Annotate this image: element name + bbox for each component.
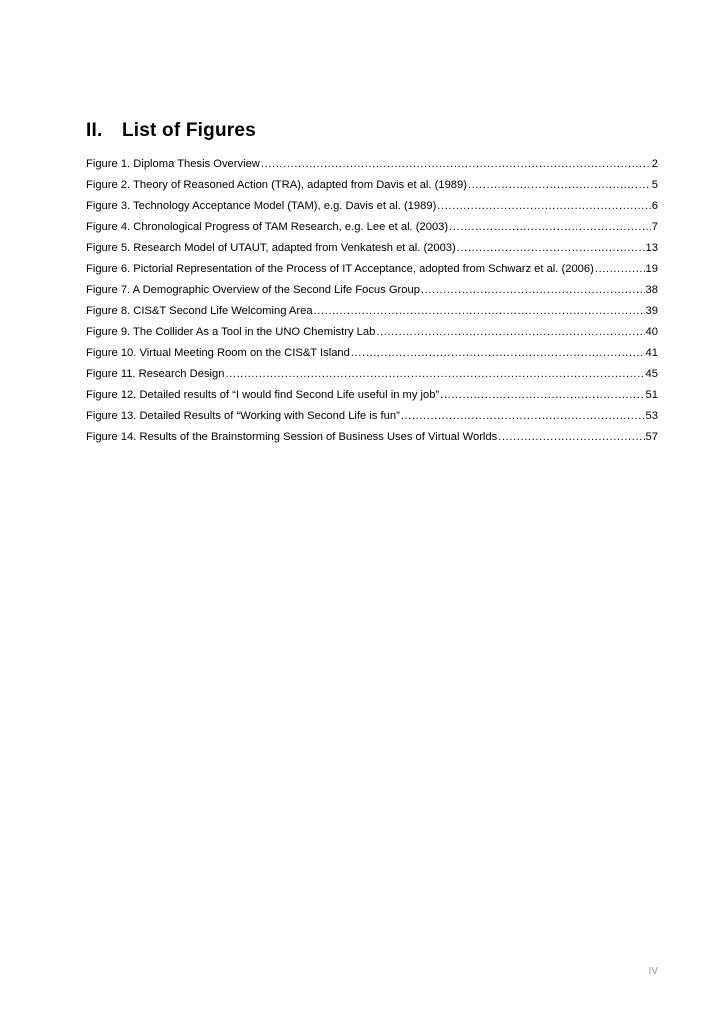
- dot-leader: [595, 259, 645, 280]
- dot-leader: [449, 217, 651, 238]
- toc-entry[interactable]: [86, 154, 658, 175]
- dot-leader: [440, 385, 644, 406]
- section-number: II.: [86, 120, 103, 141]
- page-ref: 38: [645, 284, 658, 296]
- page-ref: 40: [645, 326, 658, 338]
- toc-entry[interactable]: [86, 427, 658, 448]
- toc-entry[interactable]: [86, 196, 658, 217]
- page-ref: 6: [651, 200, 658, 212]
- figure-caption: Figure 4. Chronological Progress of TAM Research, e.g. Lee et al. (2003): [86, 221, 449, 233]
- dot-leader: [498, 427, 644, 448]
- toc-entry[interactable]: [86, 280, 658, 301]
- page-ref: 13: [645, 242, 658, 254]
- figure-caption: Figure 2. Theory of Reasoned Action (TRA), adapted from Davis et al. (1989): [86, 179, 467, 191]
- dot-leader: [351, 343, 645, 364]
- figure-caption: Figure 6. Pictorial Representation of the Process of IT Acceptance, adopted from Schwarz et al. (2006): [86, 263, 594, 275]
- page-ref: 7: [651, 221, 658, 233]
- figure-caption: Figure 11. Research Design: [86, 368, 225, 380]
- figure-caption: Figure 12. Detailed results of “I would find Second Life useful in my job”: [86, 389, 440, 401]
- page-ref: 53: [645, 410, 658, 422]
- dot-leader: [314, 301, 645, 322]
- page-ref: 19: [645, 263, 658, 275]
- toc-entry[interactable]: [86, 385, 658, 406]
- toc-entry[interactable]: [86, 238, 658, 259]
- dot-leader: [401, 406, 645, 427]
- dot-leader: [421, 280, 645, 301]
- page-ref: 51: [645, 389, 658, 401]
- dot-leader: [437, 196, 650, 217]
- toc-entry[interactable]: [86, 322, 658, 343]
- page-number: IV: [648, 966, 658, 977]
- page-ref: 39: [645, 305, 658, 317]
- page-ref: 2: [651, 158, 658, 170]
- page-title: [86, 120, 256, 142]
- figure-caption: Figure 3. Technology Acceptance Model (TAM), e.g. Davis et al. (1989): [86, 200, 437, 212]
- dot-leader: [468, 175, 651, 196]
- toc-entry[interactable]: [86, 175, 658, 196]
- toc-entry[interactable]: [86, 259, 658, 280]
- section-title: List of Figures: [122, 120, 256, 141]
- figure-caption: Figure 1. Diploma Thesis Overview: [86, 158, 260, 170]
- page-ref: 57: [645, 431, 658, 443]
- toc-entry[interactable]: [86, 343, 658, 364]
- dot-leader: [457, 238, 645, 259]
- figure-caption: Figure 8. CIS&T Second Life Welcoming Area: [86, 305, 313, 317]
- figure-caption: Figure 10. Virtual Meeting Room on the CIS&T Island: [86, 347, 350, 359]
- figure-caption: Figure 9. The Collider As a Tool in the UNO Chemistry Lab: [86, 326, 376, 338]
- page-ref: 5: [651, 179, 658, 191]
- figure-caption: Figure 13. Detailed Results of “Working with Second Life is fun”: [86, 410, 400, 422]
- dot-leader: [261, 154, 651, 175]
- page-ref: 45: [645, 368, 658, 380]
- toc-entry[interactable]: [86, 364, 658, 385]
- figure-caption: Figure 14. Results of the Brainstorming Session of Business Uses of Virtual Worlds: [86, 431, 498, 443]
- page-ref: 41: [645, 347, 658, 359]
- dot-leader: [376, 322, 644, 343]
- toc-entry[interactable]: [86, 217, 658, 238]
- dot-leader: [225, 364, 644, 385]
- figure-caption: Figure 7. A Demographic Overview of the Second Life Focus Group: [86, 284, 420, 296]
- toc-entry[interactable]: [86, 406, 658, 427]
- toc-entry[interactable]: [86, 301, 658, 322]
- figure-caption: Figure 5. Research Model of UTAUT, adapted from Venkatesh et al. (2003): [86, 242, 456, 254]
- list-of-figures: [86, 154, 658, 448]
